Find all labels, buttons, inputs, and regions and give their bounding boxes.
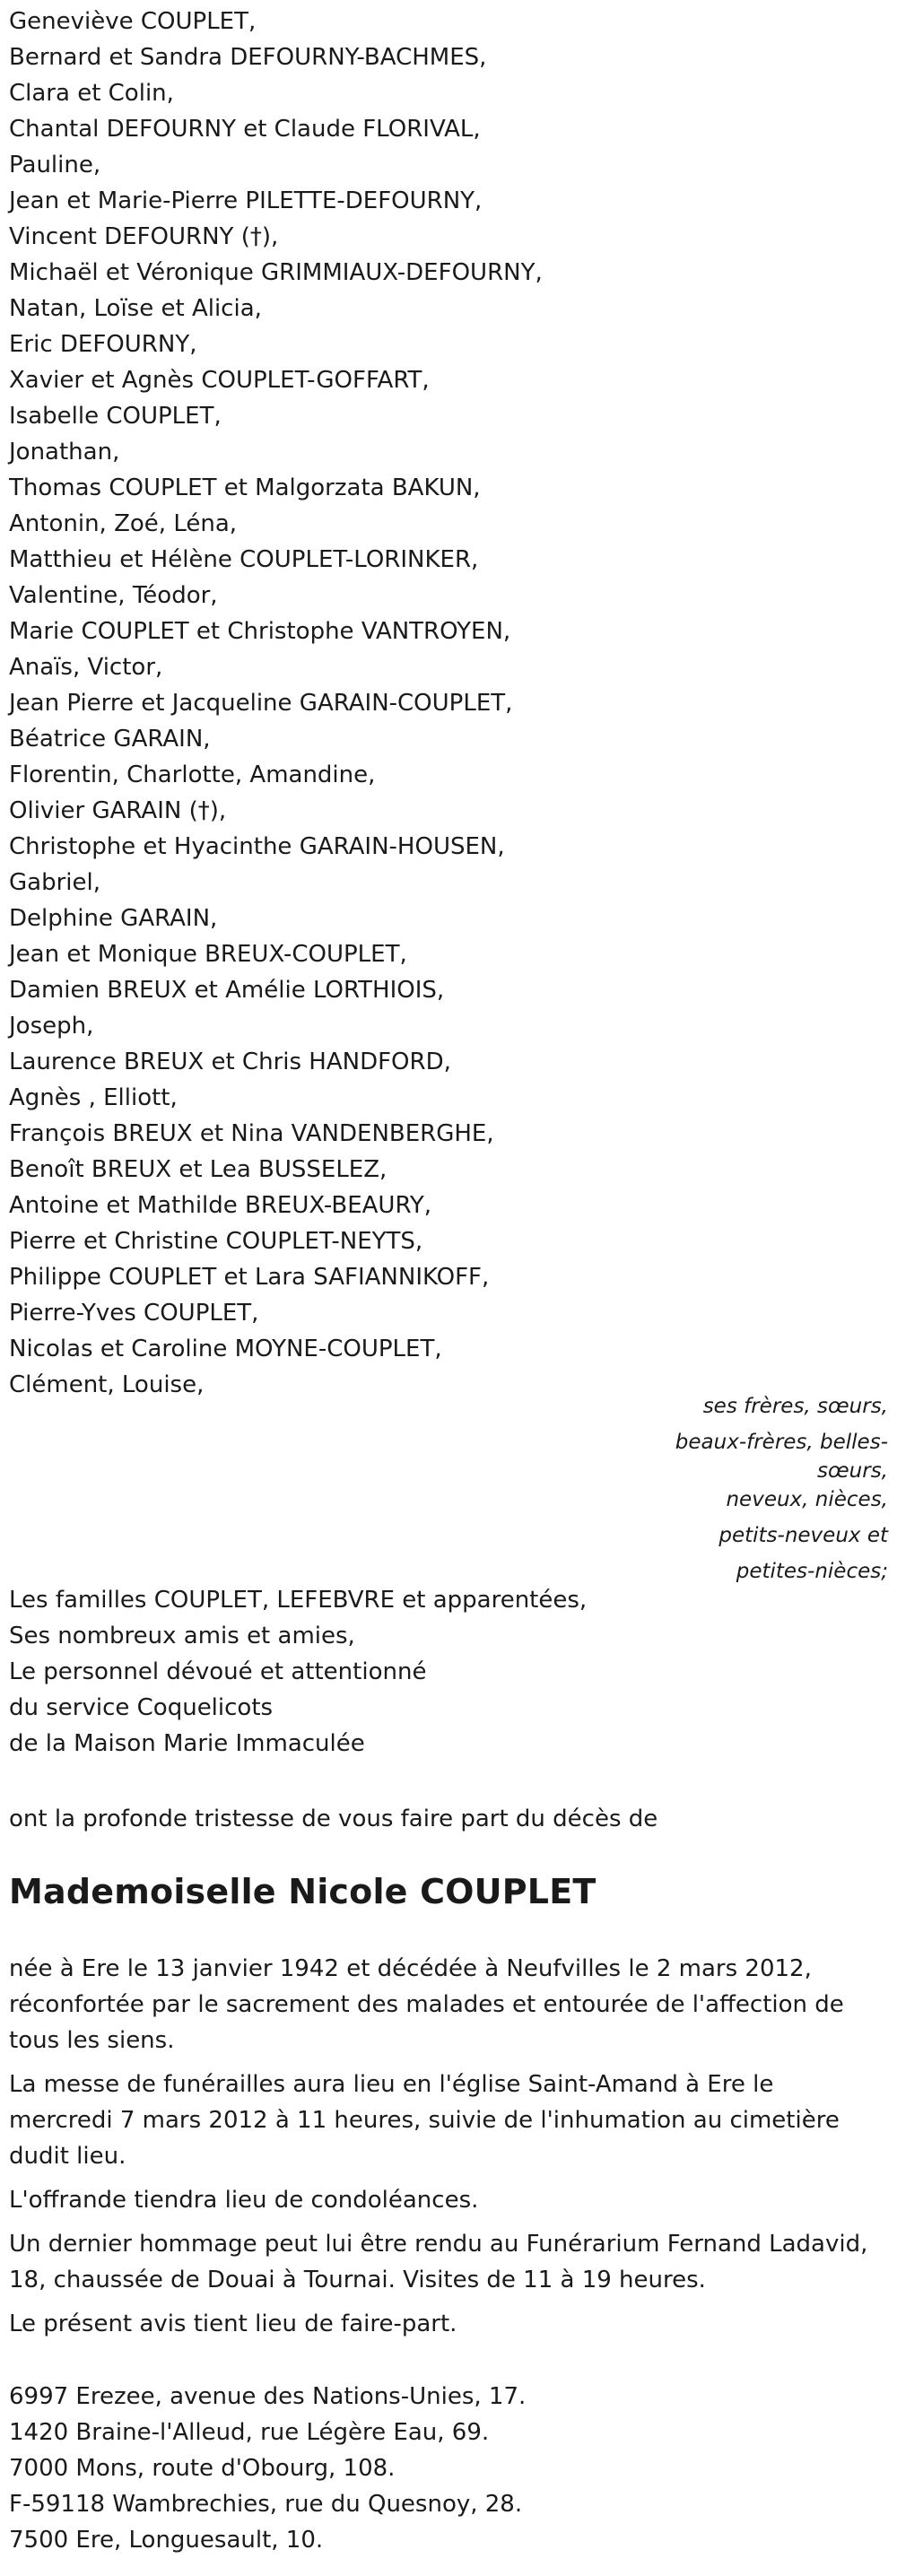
tribute-line: Le personnel dévoué et attentionné bbox=[9, 1658, 427, 1685]
relation-grand-nephews: petits-neveux et bbox=[718, 1524, 888, 1547]
notice-paragraph: Le présent avis tient lieu de faire-part. bbox=[9, 2311, 457, 2337]
family-line: Marie COUPLET et Christophe VANTROYEN, bbox=[9, 618, 511, 645]
funeral-details bbox=[9, 1951, 884, 2350]
family-line: Béatrice GARAIN, bbox=[9, 726, 211, 753]
address-line: 6997 Erezee, avenue des Nations-Unies, 17. bbox=[9, 2383, 527, 2410]
birth-death-paragraph: née à Ere le 13 janvier 1942 et décédée à Neufvilles le 2 mars 2012, réconfortée par le sacrement des malades et entourée de l'affection de tous les siens. bbox=[9, 1955, 844, 2054]
tribute-visit-paragraph: Un dernier hommage peut lui être rendu au Funérarium Fernand Ladavid, 18, chaussée de Douai à Tournai. Visites de 11 à 19 heures. bbox=[9, 2231, 868, 2293]
tribute-line: du service Coquelicots bbox=[9, 1694, 274, 1721]
family-line: Agnès , Elliott, bbox=[9, 1084, 178, 1111]
family-line: Clément, Louise, bbox=[9, 1371, 205, 1398]
relation-in-laws-cont: sœurs, bbox=[817, 1459, 888, 1483]
address-line: 7000 Mons, route d'Obourg, 108. bbox=[9, 2455, 396, 2482]
family-line: Jean et Monique BREUX-COUPLET, bbox=[9, 941, 407, 968]
relationship-labels bbox=[655, 1388, 888, 1589]
address-list bbox=[9, 2379, 526, 2558]
family-line: Vincent DEFOURNY (†), bbox=[9, 223, 279, 250]
address-line: 1420 Braine-l'Alleud, rue Légère Eau, 69. bbox=[9, 2419, 490, 2446]
family-line: Xavier et Agnès COUPLET-GOFFART, bbox=[9, 367, 430, 394]
family-line: Pierre-Yves COUPLET, bbox=[9, 1300, 259, 1327]
family-line: François BREUX et Nina VANDENBERGHE, bbox=[9, 1120, 494, 1147]
family-line: Clara et Colin, bbox=[9, 80, 174, 107]
family-line: Jonathan, bbox=[9, 439, 120, 466]
family-line: Geneviève COUPLET, bbox=[9, 8, 257, 35]
tribute-line: Ses nombreux amis et amies, bbox=[9, 1623, 355, 1649]
family-line: Benoît BREUX et Lea BUSSELEZ, bbox=[9, 1156, 388, 1183]
family-line: Thomas COUPLET et Malgorzata BAKUN, bbox=[9, 474, 481, 501]
family-line: Chantal DEFOURNY et Claude FLORIVAL, bbox=[9, 116, 481, 143]
family-line: Gabriel, bbox=[9, 869, 100, 896]
family-line: Florentin, Charlotte, Amandine, bbox=[9, 761, 376, 788]
family-line: Michaël et Véronique GRIMMIAUX-DEFOURNY, bbox=[9, 259, 543, 286]
family-line: Bernard et Sandra DEFOURNY-BACHMES, bbox=[9, 44, 487, 71]
family-line: Isabelle COUPLET, bbox=[9, 403, 222, 430]
tribute-line: de la Maison Marie Immaculée bbox=[9, 1730, 365, 1757]
address-line: F-59118 Wambrechies, rue du Quesnoy, 28. bbox=[9, 2491, 523, 2518]
family-line: Antonin, Zoé, Léna, bbox=[9, 510, 238, 537]
family-line: Olivier GARAIN (†), bbox=[9, 797, 227, 824]
family-line: Matthieu et Hélène COUPLET-LORINKER, bbox=[9, 546, 479, 573]
family-line: Natan, Loïse et Alicia, bbox=[9, 295, 262, 322]
family-line: Antoine et Mathilde BREUX-BEAURY, bbox=[9, 1192, 431, 1219]
condolences-paragraph: L'offrande tiendra lieu de condoléances. bbox=[9, 2187, 479, 2214]
family-line: Delphine GARAIN, bbox=[9, 905, 218, 932]
relation-nephews: neveux, nièces, bbox=[726, 1488, 888, 1511]
family-line: Damien BREUX et Amélie LORTHIOIS, bbox=[9, 977, 445, 1004]
family-line: Pierre et Christine COUPLET-NEYTS, bbox=[9, 1228, 423, 1255]
family-line: Valentine, Téodor, bbox=[9, 582, 218, 609]
family-line: Jean Pierre et Jacqueline GARAIN-COUPLET, bbox=[9, 690, 513, 717]
address-line: 7500 Ere, Longuesault, 10. bbox=[9, 2527, 324, 2554]
family-list bbox=[9, 4, 543, 1403]
relation-in-laws: beaux-frères, belles- bbox=[675, 1431, 888, 1454]
funeral-mass-paragraph: La messe de funérailles aura lieu en l'église Saint-Amand à Ere le mercredi 7 mars 2012 à 11 heures, suivie de l'inhumation au cimetière dudit lieu. bbox=[9, 2071, 840, 2170]
family-line: Joseph, bbox=[9, 1013, 94, 1040]
relation-siblings: ses frères, sœurs, bbox=[702, 1395, 888, 1418]
announcement-intro: ont la profonde tristesse de vous faire part du décès de bbox=[9, 1806, 658, 1832]
relation-grand-nieces: petites-nièces; bbox=[736, 1560, 888, 1583]
deceased-name: Mademoiselle Nicole COUPLET bbox=[9, 1872, 597, 1911]
family-line: Pauline, bbox=[9, 152, 101, 178]
tribute-list bbox=[9, 1582, 587, 1762]
family-line: Anaïs, Victor, bbox=[9, 654, 163, 681]
family-line: Nicolas et Caroline MOYNE-COUPLET, bbox=[9, 1336, 442, 1362]
family-line: Eric DEFOURNY, bbox=[9, 331, 197, 358]
family-line: Christophe et Hyacinthe GARAIN-HOUSEN, bbox=[9, 833, 505, 860]
family-line: Philippe COUPLET et Lara SAFIANNIKOFF, bbox=[9, 1264, 490, 1291]
family-line: Jean et Marie-Pierre PILETTE-DEFOURNY, bbox=[9, 187, 483, 214]
tribute-line: Les familles COUPLET, LEFEBVRE et apparentées, bbox=[9, 1587, 588, 1614]
family-line: Laurence BREUX et Chris HANDFORD, bbox=[9, 1049, 451, 1075]
